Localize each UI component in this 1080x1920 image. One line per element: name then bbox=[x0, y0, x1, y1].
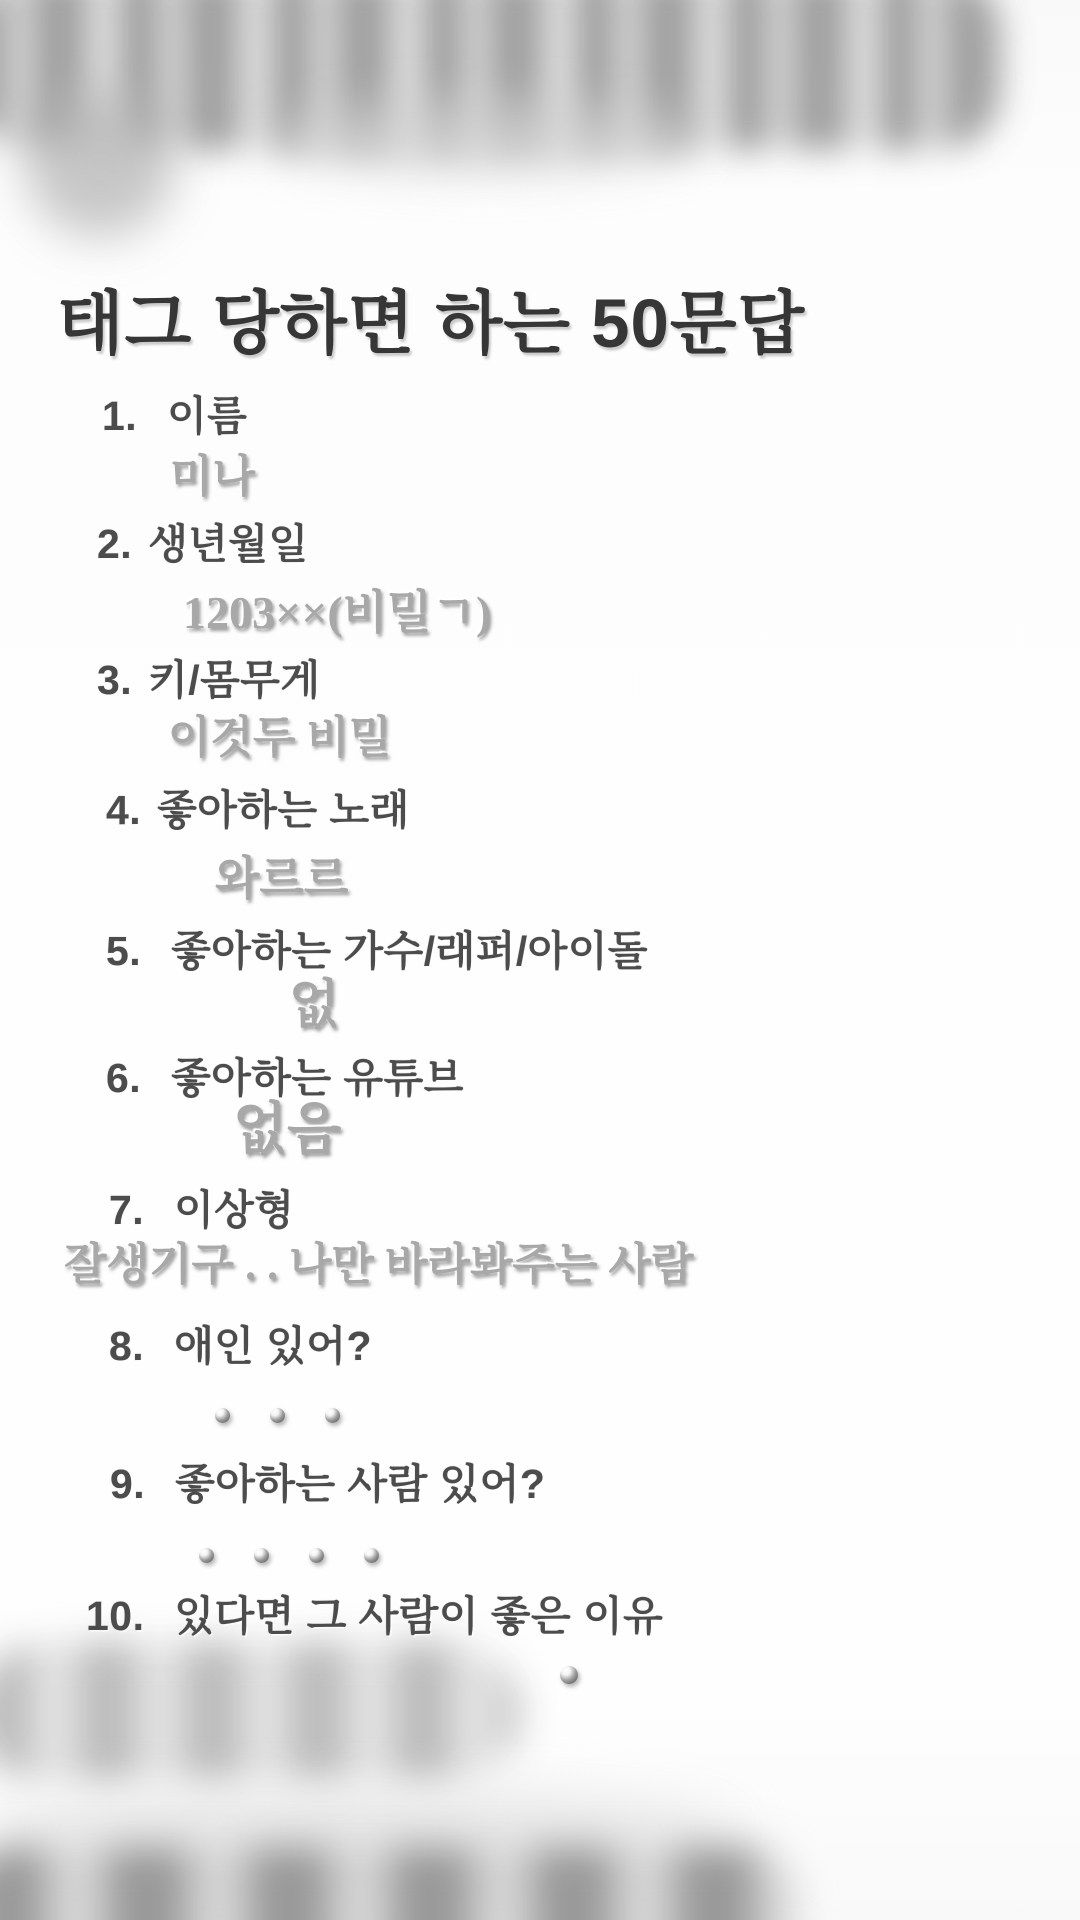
question-text: 키/몸무게 bbox=[148, 657, 321, 703]
question-text: 있다면 그 사람이 좋은 이유 bbox=[174, 1593, 664, 1639]
question-item-10 bbox=[86, 1593, 664, 1639]
question-item-9 bbox=[110, 1461, 546, 1507]
question-number: 2. bbox=[97, 521, 133, 567]
censored-blur-bottom-haze bbox=[0, 1792, 740, 1867]
answer-item-5: 없 bbox=[289, 977, 340, 1034]
page-title: 태그 당하면 하는 50문답 bbox=[57, 285, 806, 362]
question-text: 좋아하는 노래 bbox=[157, 787, 410, 833]
question-text: 좋아하는 유튜브 bbox=[171, 1055, 464, 1101]
question-number: 4. bbox=[106, 787, 142, 833]
question-item-6 bbox=[106, 1055, 464, 1101]
answer-item-3: 이것두 비밀 bbox=[168, 713, 392, 762]
question-number: 5. bbox=[106, 928, 142, 974]
question-number: 7. bbox=[109, 1187, 145, 1233]
answer-item-6: 없음 bbox=[233, 1099, 342, 1161]
question-text: 생년월일 bbox=[148, 521, 309, 567]
ellipsis-dot bbox=[309, 1548, 324, 1563]
censored-blur-answer-10 bbox=[0, 1642, 520, 1782]
question-item-7 bbox=[109, 1187, 295, 1233]
censored-blur-top-tail-2 bbox=[265, 100, 705, 175]
censored-blur-top bbox=[0, 0, 1000, 150]
question-text: 애인 있어? bbox=[174, 1323, 373, 1369]
ellipsis-dot bbox=[364, 1548, 379, 1563]
answer-item-1: 미나 bbox=[170, 452, 256, 501]
question-number: 1. bbox=[102, 393, 138, 439]
ellipsis-dot bbox=[254, 1548, 269, 1563]
question-item-8 bbox=[109, 1323, 373, 1369]
question-number: 6. bbox=[106, 1055, 142, 1101]
censored-blur-top-tail bbox=[25, 92, 175, 237]
question-text: 이름 bbox=[167, 393, 248, 439]
question-number: 8. bbox=[109, 1323, 145, 1369]
question-item-4 bbox=[106, 787, 410, 833]
ellipsis-dot bbox=[325, 1408, 340, 1423]
ellipsis-dot bbox=[270, 1408, 285, 1423]
question-number: 3. bbox=[97, 657, 133, 703]
answer-item-9-dots bbox=[199, 1548, 419, 1563]
question-text: 좋아하는 가수/래퍼/아이돌 bbox=[171, 928, 649, 974]
question-text: 이상형 bbox=[174, 1187, 295, 1233]
ellipsis-dot bbox=[199, 1548, 214, 1563]
ellipsis-dot bbox=[560, 1666, 578, 1684]
ellipsis-dot bbox=[215, 1408, 230, 1423]
question-number: 10. bbox=[86, 1593, 145, 1639]
censored-blur-bottom bbox=[0, 1846, 795, 1920]
question-item-5 bbox=[106, 928, 649, 974]
answer-item-7: 잘생기구 . . 나만 바라봐주는 사람 bbox=[64, 1240, 694, 1289]
answer-item-2: 1203××(비밀ㄱ) bbox=[183, 587, 492, 638]
question-item-2 bbox=[97, 521, 309, 567]
question-text: 좋아하는 사람 있어? bbox=[175, 1461, 546, 1507]
question-item-1 bbox=[102, 393, 248, 439]
answer-item-4: 와르르 bbox=[215, 853, 349, 904]
answer-item-8-dots bbox=[215, 1408, 380, 1423]
question-item-3 bbox=[97, 657, 321, 703]
answer-item-10-dot bbox=[560, 1666, 578, 1689]
question-number: 9. bbox=[110, 1461, 146, 1507]
